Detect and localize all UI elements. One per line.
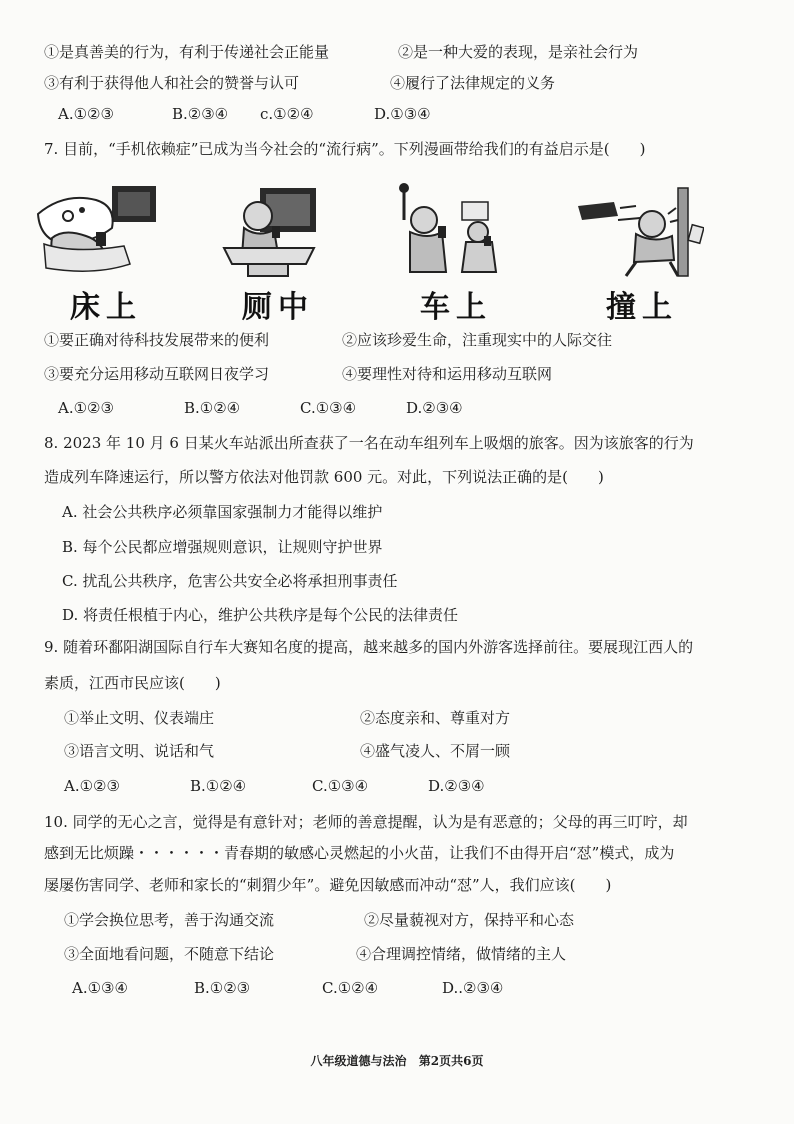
- page-footer: [0, 1052, 794, 1069]
- q7-caption-1: 床上: [70, 290, 142, 325]
- q10-option-b: B.①②③: [194, 979, 251, 997]
- q7-stem: 7. 目前，“手机依赖症”已成为当今社会的“流行病”。下列漫画带给我们的有益启示是( ): [44, 140, 646, 158]
- footer-page-number: 第2页共6页: [418, 1054, 484, 1068]
- toilet-phone-cartoon-icon: [218, 186, 330, 278]
- q7-option-d: D.②③④: [406, 399, 463, 417]
- q7-statement-3: ③要充分运用移动互联网日夜学习: [44, 365, 270, 383]
- q10-option-c: C.①②④: [322, 979, 379, 997]
- collision-phone-cartoon-icon: [574, 186, 704, 278]
- q8-option-c: C. 扰乱公共秩序，危害公共安全必将承担刑事责任: [62, 572, 398, 590]
- bus-phone-cartoon-icon: [388, 180, 512, 278]
- q9-option-a: A.①②③: [64, 777, 120, 795]
- q6-option-a: A.①②③: [58, 105, 114, 123]
- q7-statement-2: ②应该珍爱生命，注重现实中的人际交往: [342, 331, 613, 349]
- q9-stem-line-2: 素质，江西市民应该( ): [44, 674, 221, 692]
- q9-statement-1: ①举止文明、仪表端庄: [64, 709, 215, 727]
- q7-option-c: C.①③④: [300, 399, 357, 417]
- q10-option-a: A.①③④: [72, 979, 128, 997]
- q9-statement-3: ③语言文明、说话和气: [64, 742, 215, 760]
- q7-caption-3: 车上: [420, 290, 492, 325]
- q9-statement-4: ④盛气凌人、不屑一顾: [360, 742, 511, 760]
- q7-caption-2: 厕中: [242, 290, 314, 325]
- q10-stem-line-3: 屡屡伤害同学、老师和家长的“刺猬少年”。避免因敏感而冲动“怼”人，我们应该( ): [44, 876, 612, 894]
- q6-option-b: B.②③④: [172, 105, 229, 123]
- q8-option-a: A. 社会公共秩序必须靠国家强制力才能得以维护: [62, 503, 383, 521]
- q10-statement-4: ④合理调控情绪，做情绪的主人: [356, 945, 567, 963]
- q9-option-c: C.①③④: [312, 777, 369, 795]
- q8-option-d: D. 将责任根植于内心，维护公共秩序是每个公民的法律责任: [62, 606, 459, 624]
- q10-stem-line-2: 感到无比烦躁・・・・・・青春期的敏感心灵燃起的小火苗，让我们不由得开启“怼”模式，成为: [44, 844, 675, 862]
- q10-option-d: D..②③④: [442, 979, 504, 997]
- q6-statement-3: ③有利于获得他人和社会的赞誉与认可: [44, 74, 300, 92]
- q10-statement-2: ②尽量藐视对方，保持平和心态: [364, 911, 575, 929]
- q7-statement-1: ①要正确对待科技发展带来的便利: [44, 331, 270, 349]
- q10-stem-line-1: 10. 同学的无心之言，觉得是有意针对；老师的善意提醒，认为是有恶意的；父母的再三叮咛，却: [44, 813, 688, 831]
- q10-statement-3: ③全面地看问题，不随意下结论: [64, 945, 275, 963]
- q6-option-c: c.①②④: [260, 105, 314, 123]
- bed-phone-cartoon-icon: [34, 184, 160, 276]
- q9-stem-line-1: 9. 随着环鄱阳湖国际自行车大赛知名度的提高，越来越多的国内外游客选择前往。要展现江西人的: [44, 638, 694, 656]
- q7-caption-4: 撞上: [606, 290, 678, 325]
- q7-option-b: B.①②④: [184, 399, 241, 417]
- q9-statement-2: ②态度亲和、尊重对方: [360, 709, 511, 727]
- q6-statement-2: ②是一种大爱的表现，是亲社会行为: [398, 43, 639, 61]
- q8-stem-line-2: 造成列车降速运行，所以警方依法对他罚款 600 元。对此，下列说法正确的是( ): [44, 468, 604, 486]
- q8-option-b: B. 每个公民都应增强规则意识，让规则守护世界: [62, 538, 383, 556]
- q9-option-d: D.②③④: [428, 777, 485, 795]
- q7-option-a: A.①②③: [58, 399, 114, 417]
- q8-stem-line-1: 8. 2023 年 10 月 6 日某火车站派出所查获了一名在动车组列车上吸烟的旅客。因为该旅客的行为: [44, 434, 694, 452]
- footer-subject: 八年级道德与法治: [310, 1054, 407, 1068]
- q10-statement-1: ①学会换位思考，善于沟通交流: [64, 911, 275, 929]
- q9-option-b: B.①②④: [190, 777, 247, 795]
- q6-statement-4: ④履行了法律规定的义务: [390, 74, 556, 92]
- q6-option-d: D.①③④: [374, 105, 431, 123]
- q7-statement-4: ④要理性对待和运用移动互联网: [342, 365, 553, 383]
- q6-statement-1: ①是真善美的行为，有利于传递社会正能量: [44, 43, 330, 61]
